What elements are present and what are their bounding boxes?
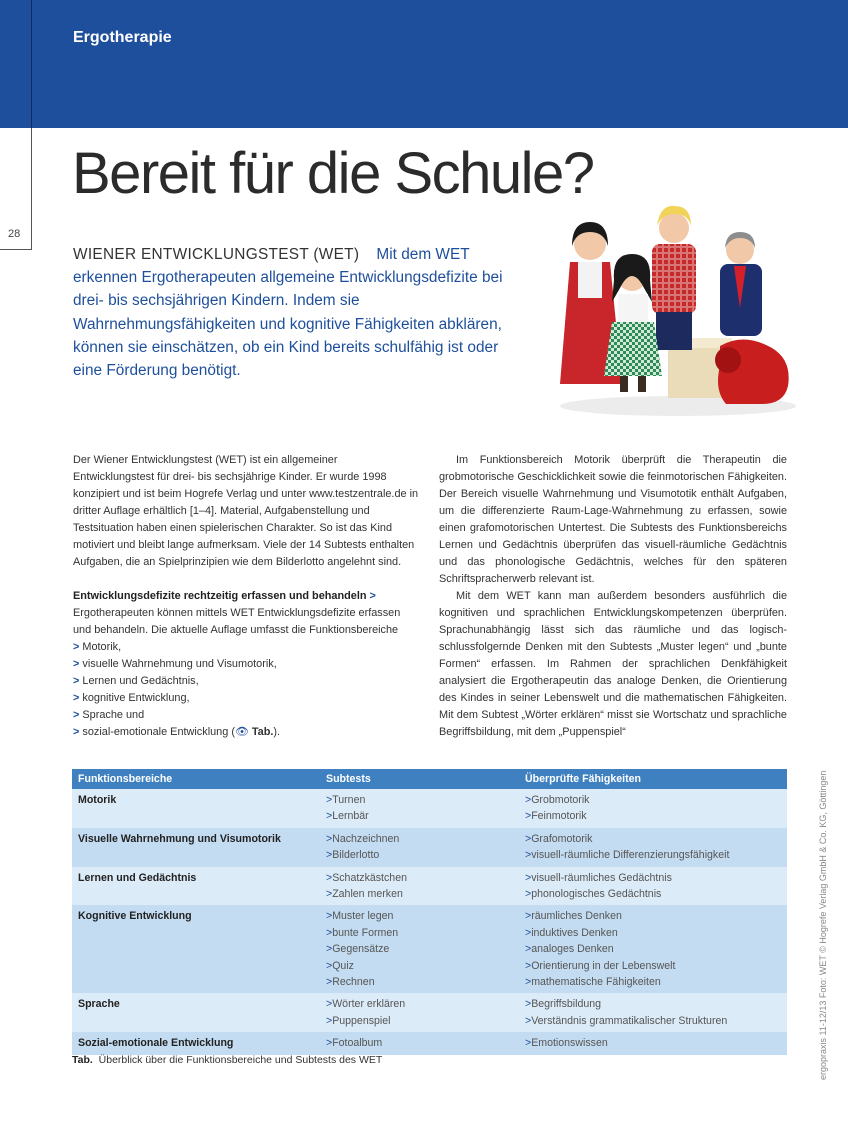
list-item: >Orientierung in der Lebenswelt: [525, 959, 676, 972]
list-item: > kognitive Entwicklung,: [73, 692, 190, 704]
table-body: [72, 789, 787, 1055]
wet-overview-table: [72, 769, 787, 1055]
table-row: [72, 867, 787, 906]
arrow-icon: >: [73, 641, 80, 653]
list-item: >visuell-räumliches Gedächtnis: [525, 871, 672, 884]
list-item: >Nachzeichnen: [326, 832, 400, 845]
arrow-icon: >: [73, 726, 80, 738]
cell-skills: [519, 828, 787, 867]
cell-skills: [519, 1032, 787, 1054]
cell-area: Sozial-emotionale Entwicklung: [72, 1032, 320, 1054]
arrow-icon: >: [525, 871, 532, 884]
intro-paragraph: Der Wiener Entwicklungstest (WET) ist ein allgemeiner Entwicklungstest für drei- bis sechsjährige Kinder. Er wurde 1998 konzipiert und ist beim Hogrefe Verlag und unter www.testzentrale.de in dritter Auflage erhältlich [1–4]. Material, Aufgabenstellung und Testsituation haben einen spielerischen Charakter. So ist das Kind motiviert und bleibt lange aufmerksam. Viele der 14 Subtests enthalten Aufgaben, die an Spielprinzipien wie dem Bilderlotto angelehnt sind.: [73, 454, 419, 568]
cell-subtests: [320, 993, 519, 1032]
arrow-icon: >: [525, 976, 532, 989]
list-item: >Muster legen: [326, 910, 394, 923]
table-reference-link[interactable]: Tab.: [251, 726, 274, 738]
table-row: [72, 993, 787, 1032]
list-item: >Rechnen: [326, 976, 375, 989]
margin-line: [31, 128, 32, 249]
cell-area: Motorik: [72, 789, 320, 828]
list-item: >phonologisches Gedächtnis: [525, 888, 662, 901]
arrow-icon: >: [326, 888, 333, 901]
list-item: >räumliches Denken: [525, 910, 622, 923]
deficit-text: Ergotherapeuten können mittels WET Entwicklungsdefizite erfassen und behandeln. Die aktuelle Auflage umfasst die Funktionsbereiche: [73, 607, 401, 636]
arrow-icon: >: [525, 926, 532, 939]
banner-margin-line: [31, 0, 32, 128]
arrow-icon: >: [326, 794, 333, 806]
list-item: >Fotoalbum: [326, 1037, 383, 1050]
cell-area: Sprache: [72, 993, 320, 1032]
list-item: >Puppenspiel: [326, 1014, 391, 1027]
arrow-icon: >: [525, 910, 532, 923]
arrow-icon: >: [369, 590, 376, 602]
header-areas: Funktionsbereiche: [72, 769, 320, 789]
list-item: >Grafomotorik: [525, 832, 593, 845]
arrow-icon: >: [326, 943, 333, 956]
cell-subtests: [320, 828, 519, 867]
cell-skills: [519, 867, 787, 906]
arrow-icon: >: [73, 692, 80, 704]
table-header-row: [72, 769, 787, 789]
list-item: >Begriffsbildung: [525, 998, 602, 1011]
table-row: [72, 1032, 787, 1054]
lead-text: Mit dem WET erkennen Ergotherapeuten allgemeine Entwicklungsdefizite bei drei- bis sechsjährigen Kindern. Indem sie Wahrnehmungsfähigkeiten und kognitive Fähigkeiten abklären, können sie einschätzen, ob ein Kind bereits schulfähig ist oder eine Förderung benötigt.: [73, 246, 503, 380]
credit-sidebar: ergopraxis 11-12/13 Foto: WET © Hogrefe Verlag GmbH & Co. KG, Göttingen: [818, 770, 828, 1080]
list-item: > Sprache und: [73, 709, 145, 721]
cell-skills: [519, 789, 787, 828]
list-item: >mathematische Fähigkeiten: [525, 976, 661, 989]
arrow-icon: >: [326, 849, 333, 862]
caption-text: Überblick über die Funktionsbereiche und Subtests des WET: [98, 1054, 383, 1066]
cell-area: Kognitive Entwicklung: [72, 905, 320, 993]
arrow-icon: >: [525, 943, 532, 956]
cell-subtests: [320, 789, 519, 828]
list-item: > Motorik,: [73, 641, 122, 653]
list-item: >bunte Formen: [326, 926, 399, 939]
doll-family-photo: [548, 198, 802, 420]
header-skills: Überprüfte Fähigkeiten: [519, 769, 787, 789]
list-item: >Schatzkästchen: [326, 871, 407, 884]
arrow-icon: >: [525, 832, 532, 845]
cell-skills: [519, 993, 787, 1032]
header-banner: [0, 0, 848, 128]
list-item: >visuell-räumliche Differenzierungsfähigkeit: [525, 849, 730, 862]
cell-skills: [519, 905, 787, 993]
list-item: >Quiz: [326, 959, 354, 972]
section-label: Ergotherapie: [73, 29, 172, 46]
list-item: >Gegensätze: [326, 943, 390, 956]
list-item: >Zahlen merken: [326, 888, 403, 901]
list-item: >Wörter erklären: [326, 998, 406, 1011]
margin-tick: [0, 249, 32, 250]
arrow-icon: >: [525, 849, 532, 862]
arrow-icon: >: [525, 794, 532, 806]
list-item: >Grobmotorik: [525, 794, 590, 806]
arrow-icon: >: [326, 1014, 333, 1027]
arrow-icon: >: [73, 709, 80, 721]
lead-kicker: WIENER ENTWICKLUNGSTEST (WET): [73, 246, 360, 263]
list-item: >induktives Denken: [525, 926, 618, 939]
area-list: [73, 639, 421, 741]
body-column-right: [439, 452, 787, 741]
list-item: >Bilderlotto: [326, 849, 380, 862]
table-row: [72, 828, 787, 867]
lead-paragraph: [73, 243, 518, 382]
table-row: [72, 905, 787, 993]
list-item: >Emotionswissen: [525, 1037, 608, 1050]
arrow-icon: >: [73, 675, 80, 687]
list-item: > visuelle Wahrnehmung und Visumotorik,: [73, 658, 277, 670]
cell-subtests: [320, 1032, 519, 1054]
list-item: > Lernen und Gedächtnis,: [73, 675, 199, 687]
arrow-icon: >: [326, 871, 333, 884]
caption-label: Tab.: [72, 1054, 93, 1066]
motorik-paragraph: Im Funktionsbereich Motorik überprüft die Therapeutin die grobmotorische Geschicklichkeit sowie die feinmotorischen Fähigkeiten. Der Bereich visuelle Wahrnehmung und Visumototik enthält Aufgaben, um die differenzierte Raum-Lage-Wahrnehmung zu erfassen, sowie einen grafomotorischen Untertest. Die Subtests des Funktionsbereichs Lernen und Gedächtnis überprüfen das visuell-räumliche Gedächtnis und das phonologische Gedächtnis, welches für den späteren Schriftspracherwerb relevant ist.: [439, 454, 787, 585]
cognitive-paragraph: Mit dem WET kann man außerdem besonders ausführlich die kognitiven und sprachlichen Entwicklungskompetenzen überprüfen. Sprachunabhängig lässt sich das räumliche und das logisch-schlussfolgernde Denken mit den Subtests „Muster legen“ und „bunte Formen“ erfassen. Im Rahmen der sprachlichen Denkfähigkeit analysiert die Ergotherapeutin das analoge Denken, die Orientierung des Kindes in seiner Lebenswelt und die mathematischen Fähigkeiten. Mit dem Subtest „Wörter erklären“ misst sie Wortschatz und sprachliche Begriffsbildung, mit dem „Puppenspiel“: [439, 590, 787, 738]
body-column-left: [73, 452, 421, 741]
arrow-icon: >: [525, 1037, 532, 1050]
header-subtests: Subtests: [320, 769, 519, 789]
table-row: [72, 789, 787, 828]
eye-icon: 👁: [234, 726, 249, 738]
cell-subtests: [320, 905, 519, 993]
cell-subtests: [320, 867, 519, 906]
arrow-icon: >: [326, 976, 333, 989]
arrow-icon: >: [525, 810, 532, 823]
arrow-icon: >: [525, 998, 532, 1011]
page-number: 28: [8, 228, 21, 240]
list-item: > sozial-emotionale Entwicklung (👁 Tab.).: [73, 726, 281, 738]
arrow-icon: >: [326, 959, 333, 972]
arrow-icon: >: [326, 832, 333, 845]
list-item: >Turnen: [326, 794, 366, 806]
arrow-icon: >: [326, 810, 333, 823]
arrow-icon: >: [525, 959, 532, 972]
table-caption: [72, 1054, 382, 1066]
list-item: >Lernbär: [326, 810, 369, 823]
list-item: >Verständnis grammatikalischer Strukturen: [525, 1014, 728, 1027]
arrow-icon: >: [326, 998, 333, 1011]
arrow-icon: >: [326, 910, 333, 923]
subheading: Entwicklungsdefizite rechtzeitig erfassen und behandeln: [73, 590, 367, 602]
arrow-icon: >: [525, 888, 532, 901]
cell-area: Visuelle Wahrnehmung und Visumotorik: [72, 828, 320, 867]
cell-area: Lernen und Gedächtnis: [72, 867, 320, 906]
deficit-paragraph: [73, 588, 421, 639]
arrow-icon: >: [525, 1014, 532, 1027]
list-item: >analoges Denken: [525, 943, 614, 956]
article-title: Bereit für die Schule?: [72, 141, 594, 206]
arrow-icon: >: [326, 926, 333, 939]
list-item: >Feinmotorik: [525, 810, 587, 823]
arrow-icon: >: [326, 1037, 333, 1050]
arrow-icon: >: [73, 658, 80, 670]
